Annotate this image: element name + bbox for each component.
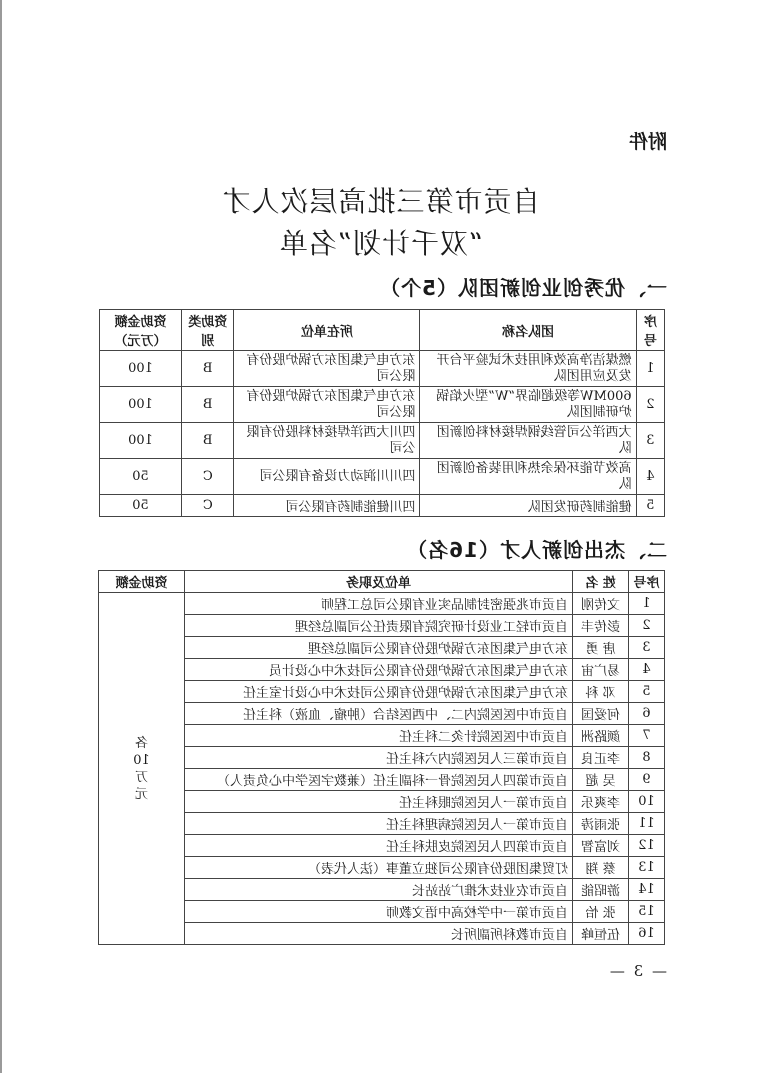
cell-seq: 15 xyxy=(629,901,665,923)
cell-seq: 11 xyxy=(629,813,665,835)
cell-seq: 4 xyxy=(636,459,664,495)
cell-amount: 50 xyxy=(100,495,182,517)
cell-category: C xyxy=(181,495,234,517)
cell-position: 东方电气集团东方锅炉股份有限公司技术中心设计员 xyxy=(185,659,573,681)
cell-seq: 5 xyxy=(629,681,665,703)
cell-seq: 10 xyxy=(629,791,665,813)
cell-position: 自贡市第四人民医院骨一科副主任（兼数字医学中心负责人） xyxy=(185,769,573,791)
teams-header-row xyxy=(100,310,665,351)
table-row xyxy=(99,593,665,615)
section2-heading: 二、杰出创新人才（16名） xyxy=(406,538,667,562)
cell-seq: 9 xyxy=(629,769,665,791)
header-seq: 序号 xyxy=(636,310,664,351)
table-row xyxy=(100,459,665,495)
cell-seq: 14 xyxy=(629,879,665,901)
cell-name: 彭传丰 xyxy=(573,615,629,637)
cell-amount: 100 xyxy=(100,423,182,459)
cell-unit: 东方电气集团东方锅炉股份有限公司 xyxy=(234,351,420,387)
header-unit: 所在单位 xyxy=(234,310,420,351)
cell-position: 自贡市轻工业设计研究院有限责任公司副总经理 xyxy=(185,615,573,637)
cell-name: 吴 超 xyxy=(573,769,629,791)
cell-position: 自贡市第一中学校高中语文教师 xyxy=(185,901,573,923)
header-category: 资助类别 xyxy=(181,310,234,351)
cell-position: 灯贸集团股份有限公司独立董事（法人代表） xyxy=(185,857,573,879)
header-name: 姓 名 xyxy=(573,571,629,593)
cell-name: 唐 勇 xyxy=(573,637,629,659)
header-seq: 序号 xyxy=(629,571,665,593)
cell-name: 邓 科 xyxy=(573,681,629,703)
teams-table xyxy=(99,309,665,517)
cell-position: 自贡市第一人民医院病理科主任 xyxy=(185,813,573,835)
page-number: — 3 — xyxy=(607,962,667,980)
cell-unit: 四川川润动力设备有限公司 xyxy=(234,459,420,495)
section1-heading: 一、优秀创业创新团队（5个） xyxy=(379,276,667,300)
cell-seq: 4 xyxy=(629,659,665,681)
cell-seq: 3 xyxy=(629,637,665,659)
cell-position: 自贡市中医医院针灸二科主任 xyxy=(185,725,573,747)
talents-header-row xyxy=(99,571,665,593)
attachment-label: 附件 xyxy=(628,131,667,153)
cell-category: C xyxy=(181,459,234,495)
cell-name: 何爱国 xyxy=(573,703,629,725)
cell-name: 李正良 xyxy=(573,747,629,769)
cell-team-name: 600MW等级超临界“W”型火焰锅炉研制团队 xyxy=(420,387,636,423)
cell-seq: 16 xyxy=(629,923,665,945)
cell-position: 东方电气集团东方锅炉股份有限公司技术中心设计室主任 xyxy=(185,681,573,703)
cell-amount: 100 xyxy=(100,351,182,387)
cell-position: 东方电气集团东方锅炉股份有限公司副总经理 xyxy=(185,637,573,659)
table-row xyxy=(100,387,665,423)
amount-char: 各 xyxy=(135,735,149,751)
cell-seq: 7 xyxy=(629,725,665,747)
cell-team-name: 大西洋公司管线钢焊接材料创新团队 xyxy=(420,423,636,459)
table-row xyxy=(100,423,665,459)
cell-seq: 6 xyxy=(629,703,665,725)
cell-seq: 8 xyxy=(629,747,665,769)
cell-seq: 12 xyxy=(629,835,665,857)
cell-name: 文传刚 xyxy=(573,593,629,615)
cell-name: 游昭能 xyxy=(573,879,629,901)
cell-amount: 100 xyxy=(100,387,182,423)
cell-team-name: 高效节能环保余热利用装备创新团队 xyxy=(420,459,636,495)
cell-name: 李爽乐 xyxy=(573,791,629,813)
cell-position: 自贡市中医医院内二、中西医结合（肿瘤、血液）科主任 xyxy=(185,703,573,725)
cell-seq: 3 xyxy=(636,423,664,459)
cell-team-name: 燃煤洁净高效利用技术试验平台开发及应用团队 xyxy=(420,351,636,387)
cell-amount: 50 xyxy=(100,459,182,495)
amount-char: 万 xyxy=(135,769,149,785)
header-amount: 资助金额（万元） xyxy=(100,310,182,351)
cell-seq: 2 xyxy=(636,387,664,423)
cell-team-name: 健能制药研发团队 xyxy=(420,495,636,517)
cell-seq: 1 xyxy=(636,351,664,387)
cell-position: 自贡市教科所副所长 xyxy=(185,923,573,945)
merged-amount-cell xyxy=(99,593,185,945)
cell-position: 自贡市农业技术推广站站长 xyxy=(185,879,573,901)
cell-position: 自贡市第三人民医院内六科主任 xyxy=(185,747,573,769)
cell-name: 刘富智 xyxy=(573,835,629,857)
cell-name: 蔡 翔 xyxy=(573,857,629,879)
cell-category: B xyxy=(181,387,234,423)
cell-position: 自贡市兆强密封制品实业有限公司总工程师 xyxy=(185,593,573,615)
table-row xyxy=(100,351,665,387)
cell-seq: 5 xyxy=(636,495,664,517)
cell-unit: 四川大西洋焊接材料股份有限公司 xyxy=(234,423,420,459)
document-subtitle: “双千计划”名单 xyxy=(278,227,484,260)
cell-seq: 13 xyxy=(629,857,665,879)
cell-name: 颜路洲 xyxy=(573,725,629,747)
cell-unit: 东方电气集团东方锅炉股份有限公司 xyxy=(234,387,420,423)
cell-name: 易广宙 xyxy=(573,659,629,681)
cell-seq: 1 xyxy=(629,593,665,615)
cell-position: 自贡市第一人民医院眼科主任 xyxy=(185,791,573,813)
document-title: 自贡市第三批高层次人才 xyxy=(221,185,541,218)
cell-position: 自贡市第四人民医院皮肤科主任 xyxy=(185,835,573,857)
talents-table xyxy=(98,570,665,945)
amount-char: 元 xyxy=(135,786,149,802)
cell-category: B xyxy=(181,423,234,459)
cell-name: 张雨涛 xyxy=(573,813,629,835)
amount-char: 10 xyxy=(133,752,150,768)
table-row xyxy=(100,495,665,517)
cell-name: 伍恒峰 xyxy=(573,923,629,945)
header-team-name: 团队名称 xyxy=(420,310,636,351)
cell-category: B xyxy=(181,351,234,387)
header-position: 单位及职务 xyxy=(185,571,573,593)
header-amount: 资助金额 xyxy=(99,571,185,593)
cell-name: 张 怡 xyxy=(573,901,629,923)
cell-unit: 四川健能制药有限公司 xyxy=(234,495,420,517)
cell-seq: 2 xyxy=(629,615,665,637)
